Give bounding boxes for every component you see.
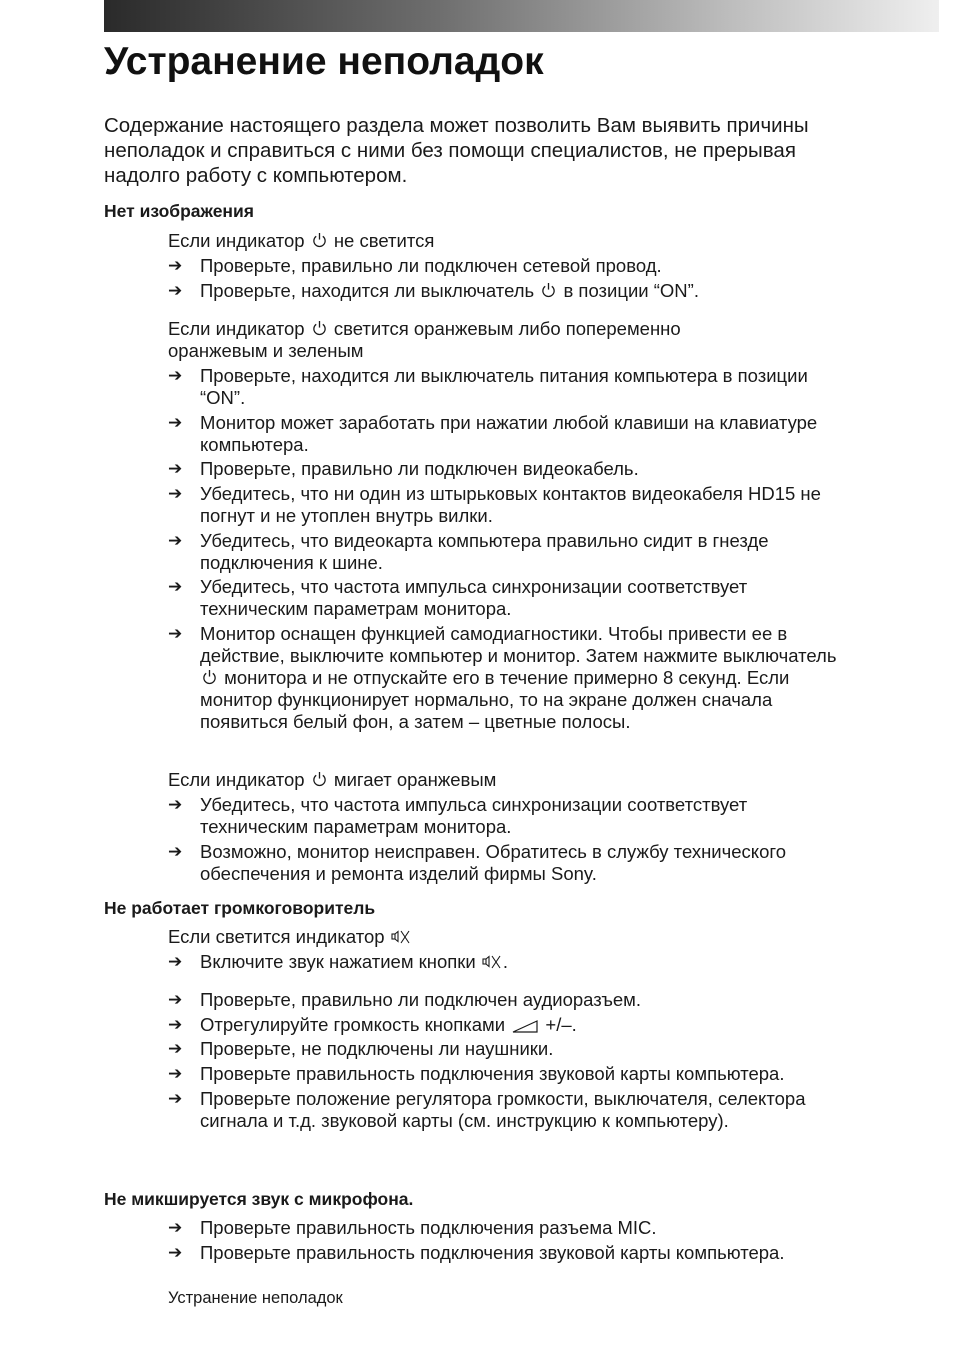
list-item: ➔ Монитор может заработать при нажатии любой клавиши на клавиатуре компьютера. [168, 411, 818, 455]
list-item: ➔ Проверьте правильность подключения звуковой карты компьютера. [168, 1063, 785, 1085]
arrow-icon: ➔ [168, 459, 183, 479]
list-item: ➔ Включите звук нажатием кнопки . [168, 951, 509, 972]
list-item: ➔ Проверьте, не подключены ли наушники. [168, 1038, 554, 1060]
list-item: ➔ Монитор оснащен функцией самодиагностики. Чтобы привести ее в действие, выключите компьютер и монитор. Затем нажмите выключатель монитора и не отпускайте его в течение примерно 8 секунд. Если монитор функционирует нормально, то на экране должен сначала появиться белый фон, а затем – цветные полосы. [168, 623, 837, 733]
checklist-mic [168, 1217, 818, 1266]
list-item: ➔ Убедитесь, что частота импульса синхронизации соответствует техническим параметрам монитора. [168, 794, 748, 837]
condition-power-off: Если индикатор не светится [168, 230, 435, 251]
arrow-icon: ➔ [168, 484, 183, 504]
page-title: Устранение неполадок [104, 40, 544, 83]
arrow-icon: ➔ [168, 1088, 183, 1108]
list-item: ➔ Проверьте, находится ли выключатель в позиции “ON”. [168, 279, 699, 301]
list-item: ➔ Проверьте положение регулятора громкости, выключателя, селектора сигнала и т.д. звуковой карты (см. инструкцию к компьютеру). [168, 1087, 806, 1131]
section-heading-no-image: Нет изображения [104, 201, 254, 221]
header-gradient-bar [104, 0, 939, 32]
mute-icon [391, 929, 411, 945]
arrow-icon: ➔ [168, 1039, 183, 1059]
volume-icon [512, 1019, 538, 1033]
list-item: ➔ Проверьте, правильно ли подключен сетевой провод. [168, 255, 662, 276]
power-icon [312, 320, 327, 337]
arrow-icon: ➔ [168, 280, 183, 300]
arrow-icon: ➔ [168, 841, 183, 861]
arrow-icon: ➔ [168, 952, 183, 971]
section-heading-speaker: Не работает громкоговоритель [104, 898, 376, 918]
arrow-icon: ➔ [168, 577, 183, 597]
list-item: ➔ Проверьте правильность подключения звуковой карты компьютера. [168, 1241, 785, 1263]
arrow-icon: ➔ [168, 256, 183, 275]
arrow-icon: ➔ [168, 1014, 183, 1034]
list-item: ➔ Отрегулируйте громкость кнопками +/–. [168, 1013, 577, 1035]
list-item: ➔ Убедитесь, что частота импульса синхронизации соответствует техническим параметрам монитора. [168, 576, 748, 620]
arrow-icon: ➔ [168, 795, 183, 814]
condition-orange: Если индикатор светится оранжевым либо попеременно оранжевым и зеленым [168, 318, 681, 361]
checklist-speaker [168, 989, 818, 1134]
checklist-power-off [168, 255, 848, 304]
condition-blinking-orange: Если индикатор мигает оранжевым [168, 769, 497, 790]
list-item: ➔ Проверьте правильность подключения разъема MIC. [168, 1217, 657, 1238]
arrow-icon: ➔ [168, 990, 183, 1009]
list-item: ➔ Проверьте, находится ли выключатель питания компьютера в позиции “ON”. [168, 365, 808, 408]
checklist-blinking [168, 794, 838, 887]
arrow-icon: ➔ [168, 624, 183, 644]
arrow-icon: ➔ [168, 412, 183, 432]
arrow-icon: ➔ [168, 1064, 183, 1084]
intro-paragraph: Содержание настоящего раздела может позволить Вам выявить причины неполадок и справиться с ними без помощи специалистов, не прерывая надолго работу с компьютером. [104, 114, 809, 187]
power-icon [312, 232, 327, 249]
arrow-icon: ➔ [168, 1218, 183, 1237]
list-item: ➔ Возможно, монитор неисправен. Обратитесь в службу технического обеспечения и ремонта изделий фирмы Sony. [168, 840, 787, 884]
section-heading-mic: Не микшируется звук с микрофона. [104, 1189, 414, 1209]
power-icon [202, 669, 217, 686]
checklist-orange [168, 365, 838, 736]
arrow-icon: ➔ [168, 530, 183, 550]
list-item: ➔ Проверьте, правильно ли подключен видеокабель. [168, 458, 639, 480]
power-icon [541, 282, 556, 299]
list-item: ➔ Проверьте, правильно ли подключен аудиоразъем. [168, 989, 642, 1010]
arrow-icon: ➔ [168, 1242, 183, 1262]
page-footer: Устранение неполадок [168, 1289, 343, 1307]
arrow-icon: ➔ [168, 366, 183, 385]
condition-mute: Если светится индикатор [168, 926, 818, 948]
list-item: ➔ Убедитесь, что видеокарта компьютера правильно сидит в гнезде подключения к шине. [168, 529, 769, 573]
list-item: ➔ Убедитесь, что ни один из штырьковых контактов видеокабеля HD15 не погнут и не утоплен внутрь вилки. [168, 483, 821, 527]
mute-icon [482, 954, 502, 970]
power-icon [312, 771, 327, 788]
checklist-mute [168, 951, 848, 976]
